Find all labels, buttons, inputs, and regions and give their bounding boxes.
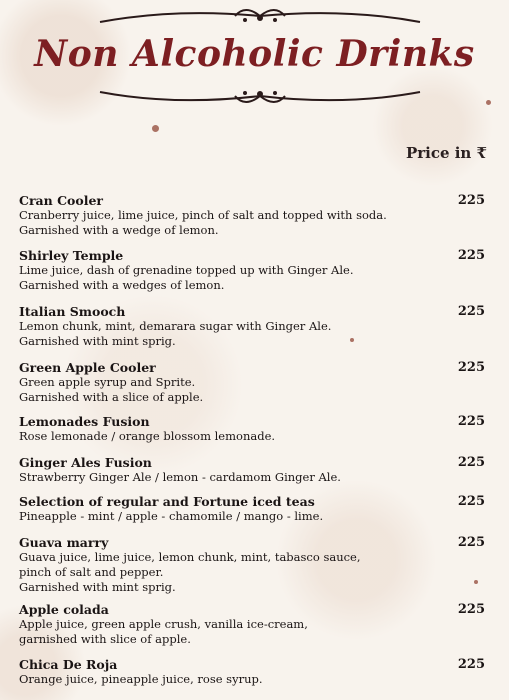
item-price: 225: [457, 304, 485, 319]
item-description: Green apple syrup and Sprite. Garnished with a slice of apple.: [19, 375, 204, 404]
price-header: Price in ₹: [405, 144, 487, 162]
top-flourish: [95, 2, 425, 30]
item-price: 225: [457, 193, 485, 208]
item-name: Chica De Roja: [19, 657, 118, 672]
item-name: Ginger Ales Fusion: [19, 455, 152, 470]
item-name: Shirley Temple: [19, 248, 124, 263]
menu-item: [19, 360, 489, 405]
item-name: Italian Smooch: [19, 304, 126, 319]
item-name: Guava marry: [19, 535, 109, 550]
menu-item: [19, 248, 489, 293]
item-description: Lime juice, dash of grenadine topped up with Ginger Ale. Garnished with a wedges of lemon.: [19, 263, 354, 292]
item-price: 225: [457, 535, 485, 550]
item-description: Apple juice, green apple crush, vanilla ice-cream, garnished with slice of apple.: [19, 617, 308, 646]
item-name: Apple colada: [19, 602, 109, 617]
item-price: 225: [457, 248, 485, 263]
menu-item: [19, 494, 489, 524]
item-price: 225: [457, 657, 485, 672]
item-name: Selection of regular and Fortune iced teas: [19, 494, 315, 509]
item-price: 225: [457, 494, 485, 509]
stain-spot: [152, 125, 159, 132]
bottom-flourish: [95, 84, 425, 112]
item-description: Lemon chunk, mint, demarara sugar with Ginger Ale. Garnished with mint sprig.: [19, 319, 332, 348]
item-description: Strawberry Ginger Ale / lemon - cardamom Ginger Ale.: [19, 470, 341, 484]
menu-item: [19, 304, 489, 349]
menu-item: [19, 414, 489, 444]
item-description: Guava juice, lime juice, lemon chunk, mint, tabasco sauce, pinch of salt and pepper. Garnished with mint sprig.: [19, 550, 361, 594]
menu-item: [19, 455, 489, 485]
stain-spot: [486, 100, 491, 105]
item-description: Orange juice, pineapple juice, rose syrup.: [19, 672, 263, 686]
item-description: Cranberry juice, lime juice, pinch of salt and topped with soda. Garnished with a wedge of lemon.: [19, 208, 387, 237]
menu-item: [19, 657, 489, 687]
item-description: Rose lemonade / orange blossom lemonade.: [19, 429, 276, 443]
item-price: 225: [457, 360, 485, 375]
menu-item: [19, 535, 489, 595]
item-description: Pineapple - mint / apple - chamomile / mango - lime.: [19, 509, 324, 523]
item-name: Green Apple Cooler: [19, 360, 156, 375]
menu-item: [19, 193, 489, 238]
item-price: 225: [457, 455, 485, 470]
item-name: Cran Cooler: [19, 193, 103, 208]
item-price: 225: [457, 414, 485, 429]
item-name: Lemonades Fusion: [19, 414, 150, 429]
menu-item: [19, 602, 489, 647]
item-price: 225: [457, 602, 485, 617]
menu-title: Non Alcoholic Drinks: [34, 33, 475, 75]
